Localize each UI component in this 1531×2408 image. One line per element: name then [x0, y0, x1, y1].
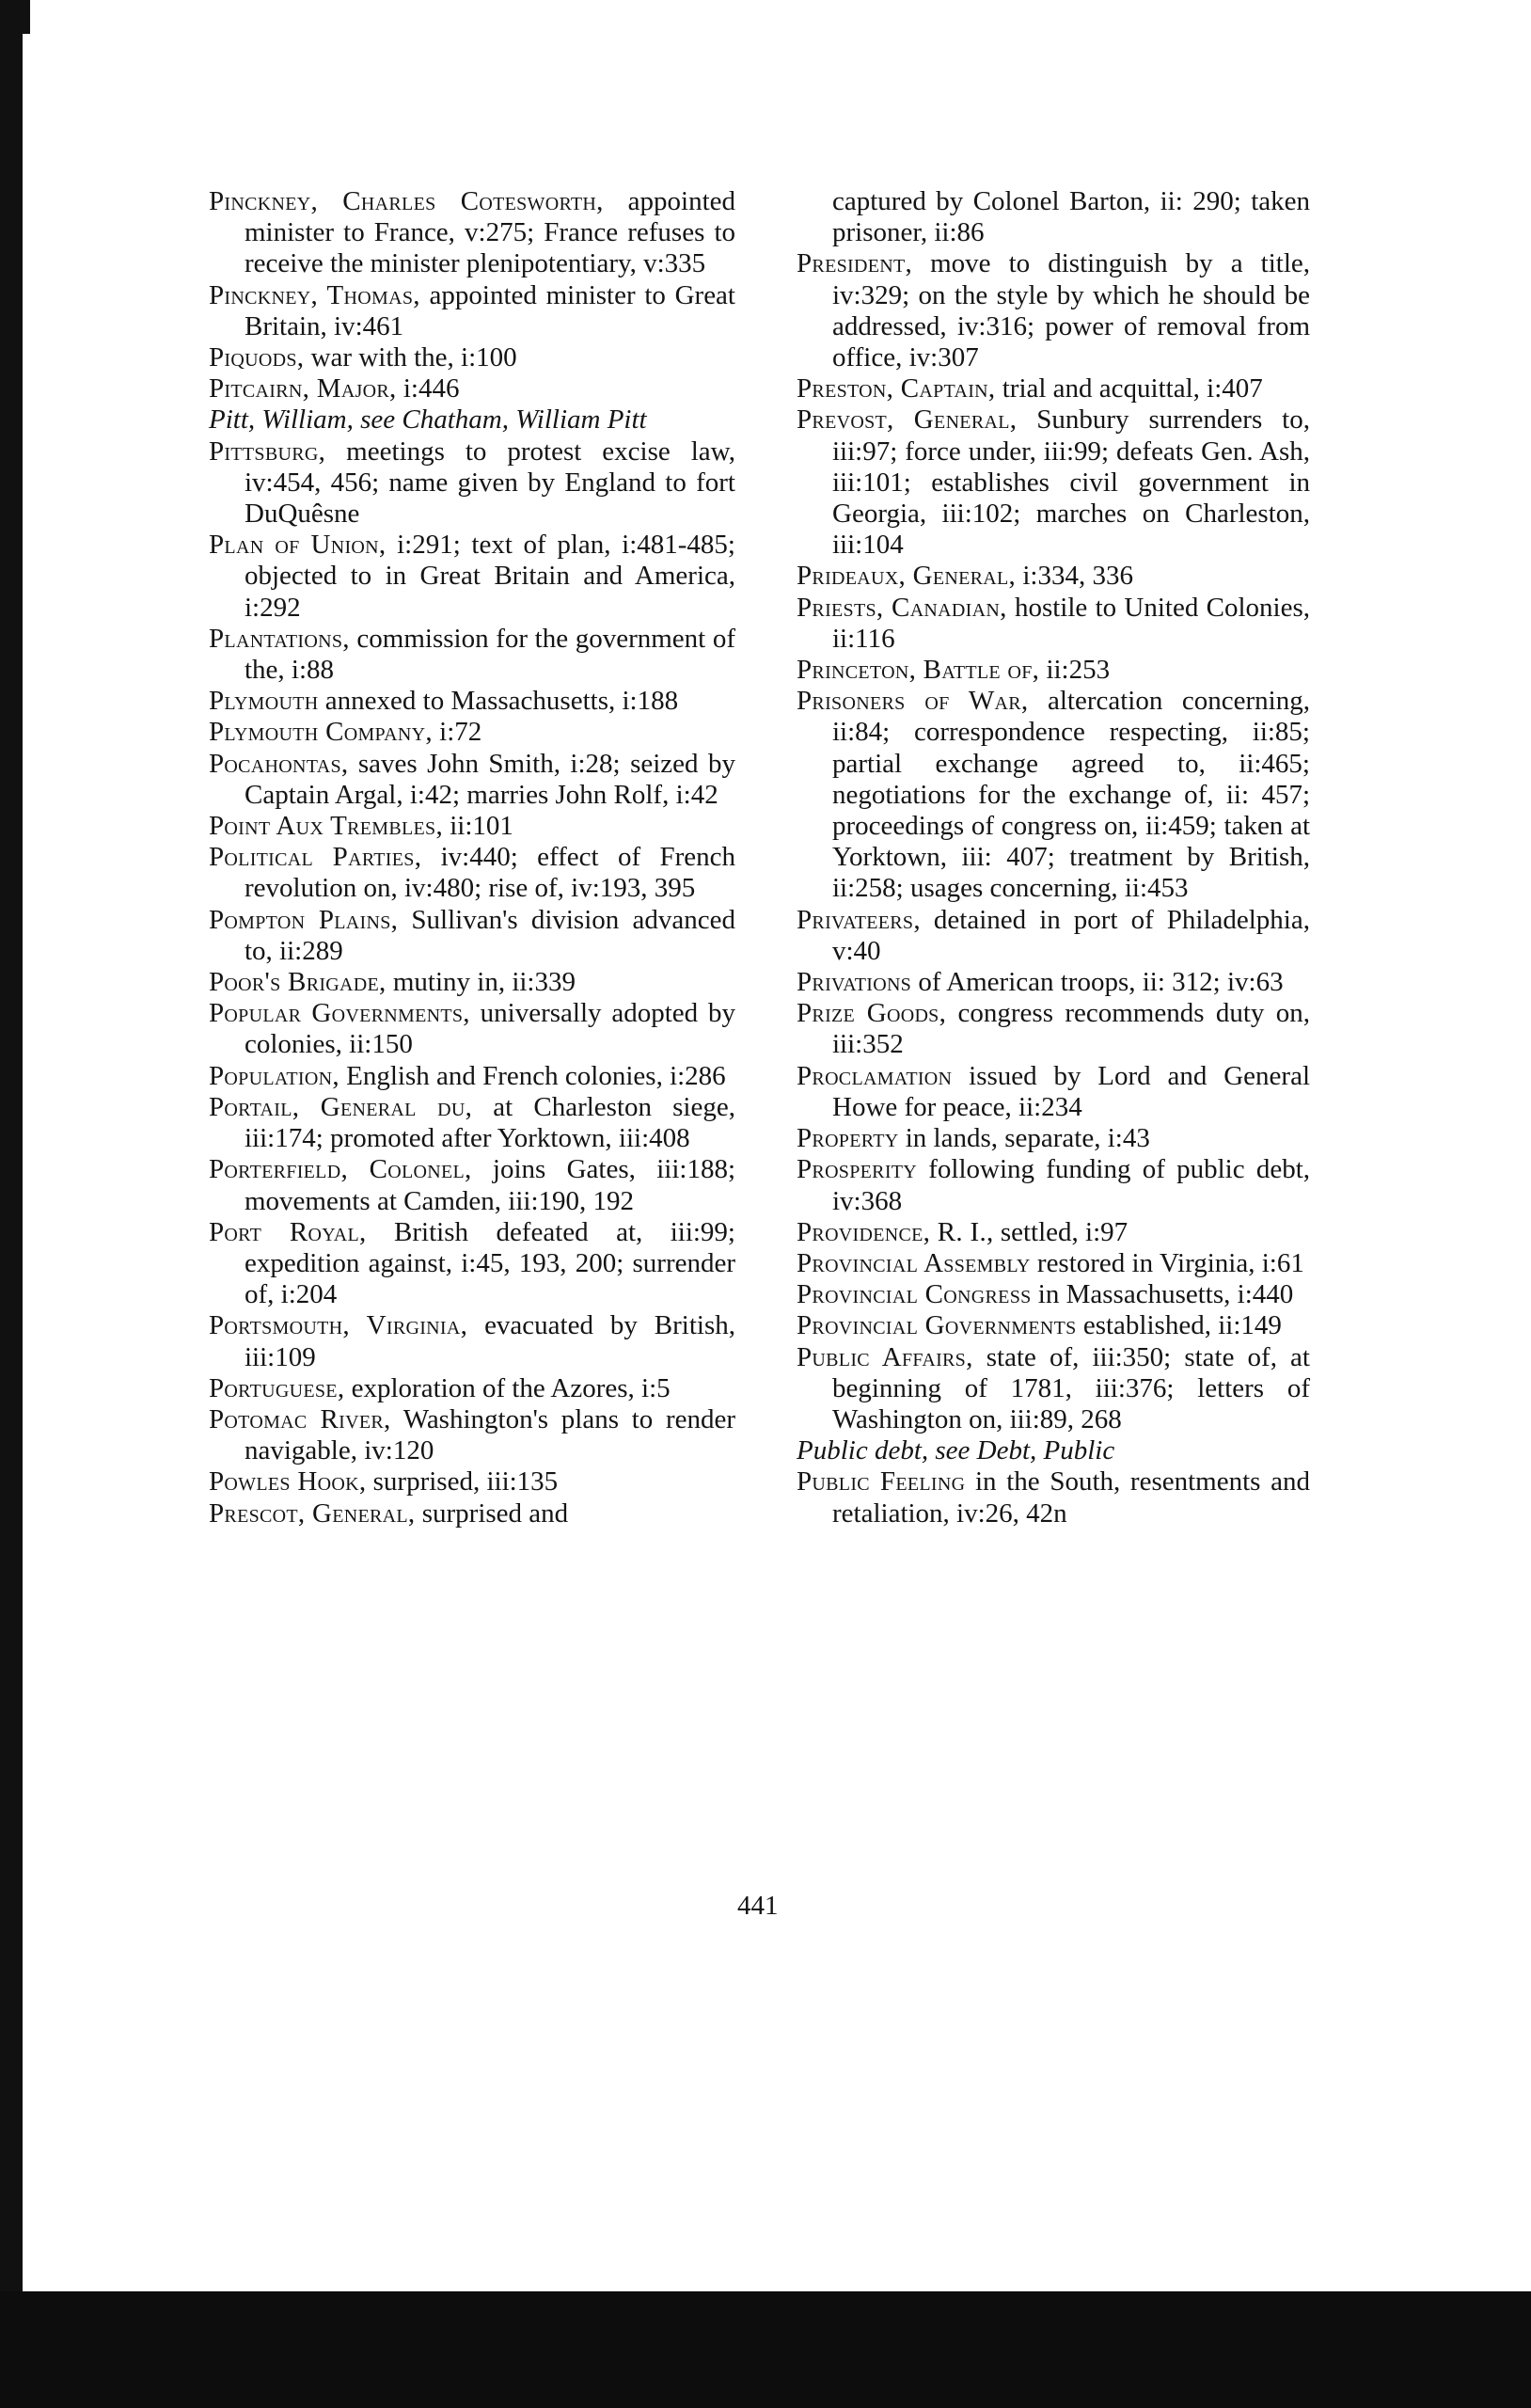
index-entry	[209, 404, 735, 436]
scan-bottom-edge	[0, 2291, 1531, 2408]
entry-text: British defeated at, iii:99; expedition against, i:45, 193, 200; surrender of, i:204	[245, 1216, 735, 1310]
entry-heading: Prescot, General,	[209, 1497, 416, 1529]
entry-heading: Potomac River,	[209, 1403, 391, 1434]
entry-text: ii:101	[443, 811, 513, 842]
index-entry	[209, 749, 735, 811]
entry-text: issued by Lord and General Howe for peace, ii:234	[832, 1060, 1310, 1122]
entry-heading: Provincial Congress	[797, 1279, 1032, 1310]
entry-text: detained in port of Philadelphia, v:40	[832, 904, 1310, 966]
entry-text: established, ii:149	[1076, 1310, 1282, 1341]
index-entry	[797, 186, 1310, 248]
entry-heading: Poor's Brigade,	[209, 967, 387, 998]
entry-text: i:334, 336	[1016, 561, 1133, 592]
entry-text: in the South, resentments and retaliation, iv:26, 42n	[832, 1466, 1310, 1529]
entry-text: English and French colonies, i:286	[339, 1060, 726, 1091]
entry-heading: Pinckney, Charles Cotesworth,	[209, 186, 604, 216]
entry-heading: Public Affairs,	[797, 1341, 973, 1372]
entry-heading: Plantations,	[209, 623, 350, 654]
entry-heading: Plan of Union,	[209, 530, 387, 561]
index-entry	[797, 1061, 1310, 1123]
entry-text: settled, i:97	[993, 1216, 1129, 1247]
entry-text: in Massachusetts, i:440	[1031, 1279, 1294, 1310]
entry-heading: Prevost, General,	[797, 404, 1018, 436]
entry-heading: Prize Goods,	[797, 998, 947, 1029]
index-entry	[209, 842, 735, 904]
index-entry	[797, 1310, 1310, 1341]
index-entry	[797, 561, 1310, 592]
cross-reference: Public debt, see Debt, Public	[797, 1435, 1115, 1466]
entry-heading: Providence, R. I.,	[797, 1216, 994, 1247]
index-entry	[209, 342, 735, 373]
entry-text: in lands, separate, i:43	[898, 1123, 1150, 1154]
index-entry	[209, 1404, 735, 1466]
index-entry	[209, 967, 735, 998]
entry-text: of American troops, ii: 312; iv:63	[911, 967, 1284, 998]
entry-heading: Pitcairn, Major,	[209, 373, 397, 404]
entry-heading: Prisoners of War,	[797, 686, 1029, 717]
entry-heading: Pompton Plains,	[209, 904, 399, 935]
entry-text: mutiny in, ii:339	[386, 967, 576, 998]
index-entry	[797, 1279, 1310, 1310]
index-entry	[797, 1248, 1310, 1279]
book-spine-notch	[23, 0, 30, 34]
entry-text: evacuated by British, iii:109	[245, 1310, 735, 1372]
entry-heading: Pittsburg,	[209, 436, 326, 467]
index-entry	[209, 1498, 735, 1529]
entry-text: altercation concerning, ii:84; correspondence respecting, ii:85; partial exchange agreed to, ii:465; negotiations for the exchange of, ii: 457; proceedings of congress on, ii:459; taken at Yorktown, iii: 407; treatment by British, ii:258; usages concerning, ii:453	[832, 686, 1310, 904]
index-entry	[209, 1154, 735, 1216]
index-entry	[797, 404, 1310, 561]
entry-text: move to distinguish by a title, iv:329; on the style by which he should be addressed, iv:316; power of removal from office, iv:307	[832, 248, 1310, 373]
index-entry	[209, 530, 735, 624]
index-entry	[797, 1466, 1310, 1529]
entry-text: state of, iii:350; state of, at beginning of 1781, iii:376; letters of Washington on, iii:89, 268	[832, 1341, 1310, 1434]
entry-heading: Prosperity	[797, 1154, 918, 1185]
entry-text: appointed minister to Great Britain, iv:461	[245, 279, 735, 341]
index-entry	[209, 1373, 735, 1404]
entry-heading: Point Aux Trembles,	[209, 811, 443, 842]
entry-text: surprised and	[415, 1497, 569, 1529]
entry-text: Washington's plans to render navigable, iv:120	[245, 1403, 736, 1466]
index-entry	[209, 686, 735, 717]
cross-reference: Pitt, William, see Chatham, William Pitt	[209, 404, 647, 436]
entry-heading: Princeton, Battle of,	[797, 655, 1040, 686]
entry-heading: Population,	[209, 1060, 339, 1091]
entry-text: exploration of the Azores, i:5	[344, 1372, 671, 1403]
entry-text: saves John Smith, i:28; seized by Captain Argal, i:42; marries John Rolf, i:42	[245, 748, 735, 810]
entry-text: captured by Colonel Barton, ii: 290; taken prisoner, ii:86	[832, 186, 1310, 248]
entry-heading: Popular Governments,	[209, 998, 470, 1029]
entry-heading: President,	[797, 248, 913, 279]
index-entry	[797, 1154, 1310, 1216]
index-entry	[797, 686, 1310, 904]
index-entry	[797, 593, 1310, 655]
entry-text: following funding of public debt, iv:368	[832, 1154, 1310, 1216]
entry-text: i:446	[396, 373, 460, 404]
index-entry	[209, 998, 735, 1060]
entry-text: appointed minister to France, v:275; France refuses to receive the minister plenipotentiary, v:335	[245, 186, 736, 279]
entry-heading: Public Feeling	[797, 1466, 966, 1497]
entry-heading: Plymouth	[209, 686, 319, 717]
index-entry	[209, 717, 735, 748]
index-entry	[209, 1310, 735, 1372]
index-column-left	[209, 186, 735, 1529]
index-entry	[209, 1092, 735, 1154]
entry-heading: Proclamation	[797, 1060, 953, 1091]
entry-text: i:291; text of plan, i:481-485; objected to in Great Britain and America, i:292	[245, 530, 735, 623]
entry-text: joins Gates, iii:188; movements at Camden, iii:190, 192	[245, 1154, 735, 1216]
index-entry	[797, 967, 1310, 998]
entry-heading: Priests, Canadian,	[797, 592, 1007, 623]
entry-heading: Preston, Captain,	[797, 373, 996, 404]
entry-text: congress recommends duty on, iii:352	[832, 998, 1310, 1060]
entry-text: annexed to Massachusetts, i:188	[318, 686, 679, 717]
index-entry	[209, 1061, 735, 1092]
index-entry	[209, 624, 735, 686]
entry-text: Sunbury surrenders to, iii:97; force under, iii:99; defeats Gen. Ash, iii:101; establishes civil government in Georgia, iii:102; marches on Charleston, iii:104	[832, 404, 1310, 561]
entry-heading: Pinckney, Thomas,	[209, 279, 420, 310]
index-entry	[797, 655, 1310, 686]
entry-heading: Porterfield, Colonel,	[209, 1154, 472, 1185]
page-number: 441	[737, 1891, 779, 1921]
entry-heading: Property	[797, 1123, 899, 1154]
entry-text: surprised, iii:135	[366, 1466, 559, 1497]
entry-text: restored in Virginia, i:61	[1030, 1247, 1304, 1278]
entry-text: war with the, i:100	[304, 342, 517, 373]
entry-heading: Political Parties,	[209, 842, 422, 873]
index-entry	[797, 905, 1310, 967]
entry-text: trial and acquittal, i:407	[995, 373, 1263, 404]
index-entry	[209, 373, 735, 404]
index-entry	[209, 905, 735, 967]
entry-text: iv:440; effect of French revolution on, iv:480; rise of, iv:193, 395	[245, 842, 735, 904]
entry-heading: Plymouth Company,	[209, 717, 433, 748]
entry-heading: Privations	[797, 967, 912, 998]
index-entry	[797, 248, 1310, 373]
entry-text: meetings to protest excise law, iv:454, 456; name given by England to fort DuQuêsne	[245, 436, 735, 530]
index-entry	[209, 811, 735, 842]
entry-heading: Piquods,	[209, 342, 305, 373]
index-entry	[797, 1435, 1310, 1466]
entry-heading: Privateers,	[797, 904, 921, 935]
entry-heading: Port Royal,	[209, 1216, 367, 1247]
entry-heading: Provincial Assembly	[797, 1247, 1031, 1278]
entry-text: Sullivan's division advanced to, ii:289	[245, 904, 735, 966]
index-entry	[797, 998, 1310, 1060]
book-spine-shadow	[0, 0, 23, 2295]
entry-heading: Portuguese,	[209, 1372, 345, 1403]
index-entry	[797, 1123, 1310, 1154]
index-entry	[797, 373, 1310, 404]
index-entry	[209, 280, 735, 342]
entry-text: at Charleston siege, iii:174; promoted after Yorktown, iii:408	[245, 1091, 735, 1154]
index-entry	[209, 436, 735, 531]
index-column-right	[797, 186, 1310, 1529]
entry-heading: Prideaux, General,	[797, 561, 1017, 592]
entry-heading: Powles Hook,	[209, 1466, 367, 1497]
entry-heading: Portail, General du,	[209, 1091, 473, 1122]
entry-heading: Portsmouth, Virginia,	[209, 1310, 468, 1341]
entry-text: commission for the government of the, i:88	[245, 623, 735, 686]
index-entry	[209, 186, 735, 280]
index-entry	[209, 1466, 735, 1497]
index-entry	[797, 1342, 1310, 1436]
entry-text: hostile to United Colonies, ii:116	[832, 592, 1311, 654]
entry-heading: Pocahontas,	[209, 748, 349, 779]
entry-text: ii:253	[1039, 655, 1111, 686]
entry-text: universally adopted by colonies, ii:150	[245, 998, 735, 1060]
entry-text: i:72	[432, 717, 482, 748]
index-entry	[209, 1217, 735, 1311]
index-entry	[797, 1217, 1310, 1248]
entry-heading: Provincial Governments	[797, 1310, 1077, 1341]
